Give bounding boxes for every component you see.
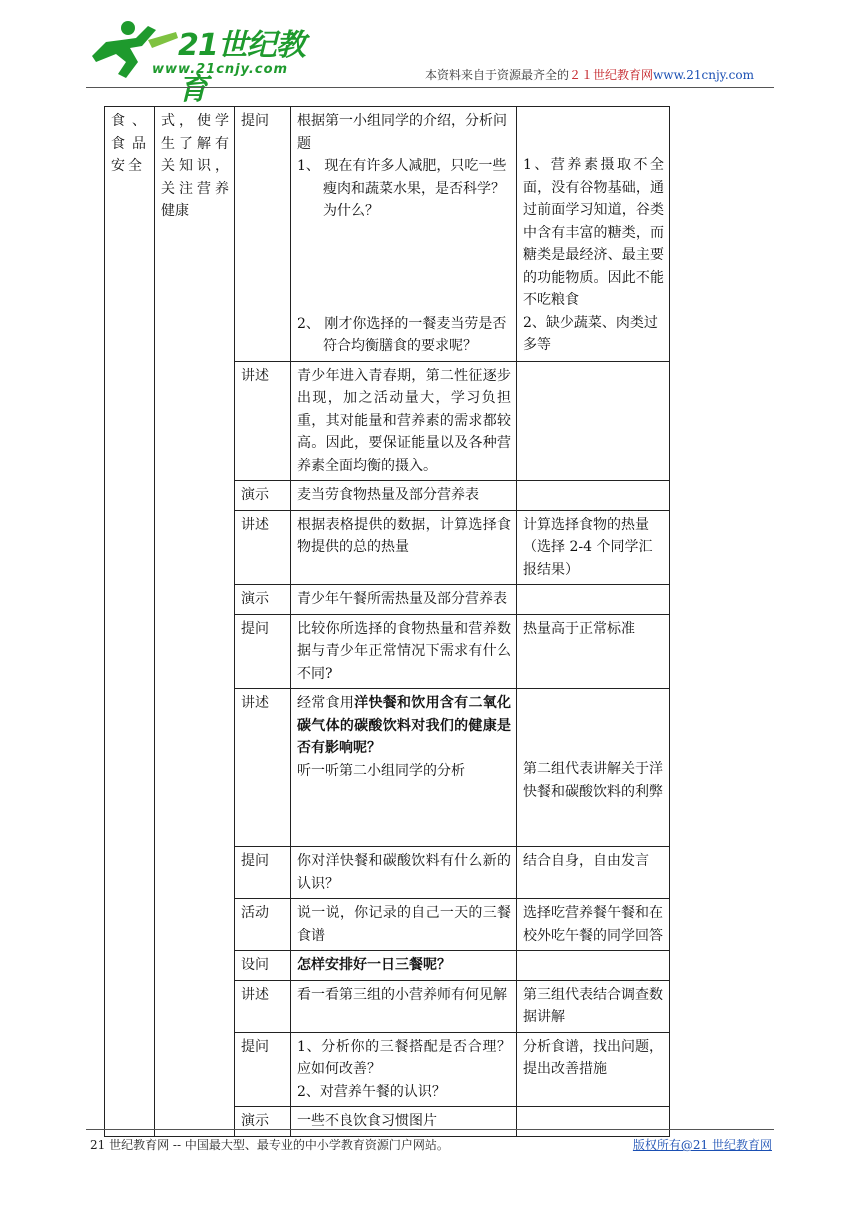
header-url-link[interactable]: www.21cnjy.com: [653, 68, 754, 82]
header-note-prefix: 本资料来自于资源最齐全的: [425, 68, 570, 82]
content-normal: 经常食用: [297, 695, 355, 711]
activity-type-cell: 提问: [235, 107, 291, 362]
content-cell: [291, 1032, 517, 1107]
content-intro: 根据第一小组同学的介绍，分析问题: [297, 113, 507, 152]
response-cell: 结合自身，自由发言: [517, 847, 670, 899]
content-cell: 青少年午餐所需热量及部分营养表: [291, 585, 517, 615]
response-1: 1、营养素摄取不全面，没有谷物基础，通过前面学习知道，谷类中含有丰富的糖类，而糖类是最经济、最主要的功能物质。因此不能不吃粮食: [523, 157, 664, 308]
content-bold: 洋快餐和饮用含有二氧化碳气体的碳酸饮料对我们的健康是否有影响呢？: [297, 695, 512, 756]
response-2: 2、缺少蔬菜、肉类过多等: [523, 314, 658, 353]
header-source-note: [425, 66, 754, 83]
activity-type-cell: 演示: [235, 585, 291, 615]
content-after: 听一听第二小组同学的分析: [297, 762, 465, 779]
spacer: [523, 692, 664, 758]
header-brand: ２１世纪教育网: [569, 68, 654, 82]
response-cell: [517, 107, 670, 362]
activity-type-cell: 演示: [235, 1107, 291, 1137]
response-cell: [517, 585, 670, 615]
activity-type-cell: 活动: [235, 899, 291, 951]
content-cell: 比较你所选择的食物热量和营养数据与青少年正常情况下需求有什么不同?: [291, 614, 517, 689]
response-cell: [517, 1107, 670, 1137]
footer-site-description: 21 世纪教育网 -- 中国最大型、最专业的中小学教育资源门户网站。: [90, 1138, 449, 1152]
page-header: [0, 0, 860, 107]
content-cell: [291, 689, 517, 847]
content-cell: 你对洋快餐和碳酸饮料有什么新的认识？: [291, 847, 517, 899]
footer-divider: [86, 1129, 774, 1130]
header-divider: [86, 87, 774, 88]
response-cell: 第三组代表结合调查数据讲解: [517, 980, 670, 1032]
response-text: 第二组代表讲解关于洋快餐和碳酸饮料的利弊: [523, 761, 663, 800]
question-2: 2、 刚才你选择的一餐麦当劳是否符合均衡膳食的要求呢？: [297, 315, 507, 354]
content-cell: 一些不良饮食习惯图片: [291, 1107, 517, 1137]
response-cell: [517, 951, 670, 981]
response-cell: [517, 689, 670, 847]
topic-cell: 食、食品安全: [105, 107, 155, 1137]
content-line-1: 1、分析你的三餐搭配是否合理？应如何改善？: [297, 1038, 511, 1077]
content-cell: 麦当劳食物热量及部分营养表: [291, 481, 517, 511]
response-cell: 分析食谱，找出问题，提出改善措施: [517, 1032, 670, 1107]
response-cell: [517, 361, 670, 481]
logo-url: www.21cnjy.com: [152, 62, 289, 77]
activity-type-cell: 提问: [235, 847, 291, 899]
footer-copyright-link[interactable]: 版权所有@21 世纪教育网: [632, 1138, 772, 1152]
logo-wordmark: 21世纪教育: [178, 28, 305, 107]
content-cell: 根据表格提供的数据，计算选择食物提供的总的热量: [291, 510, 517, 585]
question-1: 1、 现在有许多人减肥，只吃一些瘦肉和蔬菜水果，是否科学？为什么？: [297, 158, 507, 219]
activity-type-cell: 提问: [235, 614, 291, 689]
activity-type-cell: 演示: [235, 481, 291, 511]
response-cell: 计算选择食物的热量（选择 2-4 个同学汇报结果）: [517, 510, 670, 585]
activity-type-cell: 讲述: [235, 510, 291, 585]
response-cell: 热量高于正常标准: [517, 614, 670, 689]
content-cell: 看一看第三组的小营养师有何见解: [291, 980, 517, 1032]
content-cell: [291, 107, 517, 362]
activity-type-cell: 讲述: [235, 361, 291, 481]
spacer: [297, 223, 511, 313]
content-cell: 青少年进入青春期，第二性征逐步出现，加之活动量大，学习负担重，其对能量和营养素的需求都较高。因此，要保证能量以及各种营养素全面均衡的摄入。: [291, 361, 517, 481]
activity-type-cell: 讲述: [235, 689, 291, 847]
response-cell: 选择吃营养餐午餐和在校外吃午餐的同学回答: [517, 899, 670, 951]
content-cell: 怎样安排好一日三餐呢？: [291, 951, 517, 981]
lesson-plan-table: [104, 106, 670, 1137]
spacer: [523, 110, 664, 154]
response-cell: [517, 481, 670, 511]
activity-type-cell: 设问: [235, 951, 291, 981]
table-row: [105, 107, 670, 362]
content-cell: 说一说，你记录的自己一天的三餐食谱: [291, 899, 517, 951]
goal-cell: 式，使学生了解有关知识，关注营养健康: [155, 107, 235, 1137]
site-logo[interactable]: [86, 18, 316, 107]
content-question: [297, 692, 511, 760]
activity-type-cell: 讲述: [235, 980, 291, 1032]
activity-type-cell: 提问: [235, 1032, 291, 1107]
content-line-2: 2、对营养午餐的认识？: [297, 1083, 446, 1100]
